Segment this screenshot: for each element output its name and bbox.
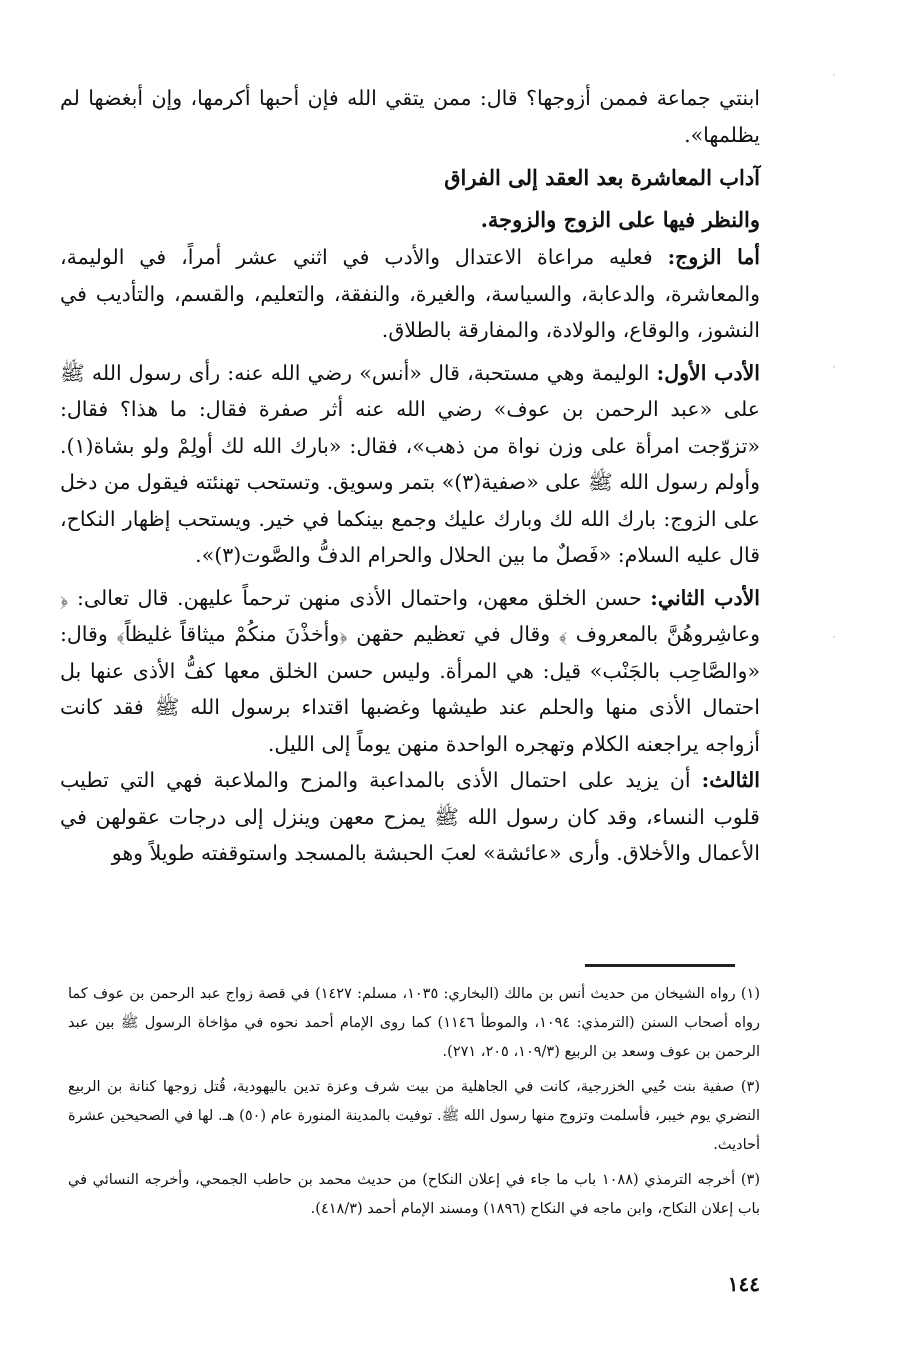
paragraph-husband-text: فعليه مراعاة الاعتدال والأدب في اثني عشر أمراً، في الوليمة، والمعاشرة، والدعابة، والسياسة، والغيرة، والنفقة، والتعليم، والقسم، والتأديب في النشوز، والوقاع، والولادة، والمفارقة بالطلاق. — [60, 245, 760, 342]
paragraph-third-etiquette — [60, 762, 760, 872]
footnotes — [68, 980, 760, 1230]
footnote-3: (٣) أخرجه الترمذي (١٠٨٨ باب ما جاء في إعلان النكاح) من حديث محمد بن حاطب الجمحي، وأخرجه النسائي في باب إعلان النكاح، وابن ماجه في النكاح (١٨٩٦) ومسند الإمام أحمد (٤١٨/٣). — [68, 1172, 760, 1217]
paragraph-third-etiquette-lead: الثالث: — [701, 768, 760, 792]
page-number: ١٤٤ — [727, 1272, 760, 1296]
margin-mark: · — [832, 68, 836, 82]
paragraph-first-etiquette-text: الوليمة وهي مستحبة، قال «أنس» رضي الله عنه: رأى رسول الله ﷺ على «عبد الرحمن بن عوف» رضي الله عنه أثر صفرة فقال: ما هذا؟ فقال: «تزوّجت امرأة على وزن نواة من ذهب»، فقال: «بارك الله لك أولِمْ ولو بشاة(١). وأولم رسول الله ﷺ على «صفية(٣)» بتمر وسويق. وتستحب تهنئته فيقول من دخل على الزوج: بارك الله لك وبارك عليك وجمع بينكما في خير. ويستحب إظهار النكاح، قال عليه السلام: «فَصلٌ ما بين الحلال والحرام الدفُّ والصَّوت(٣)». — [60, 360, 760, 567]
section-heading: آداب المعاشرة بعد العقد إلى الفراق — [444, 165, 760, 190]
paragraph-third-etiquette-text: أن يزيد على احتمال الأذى بالمداعبة والمزح والملاعبة فهي التي تطيب قلوب النساء، وقد كان رسول الله ﷺ يمزح معهن وينزل إلى درجات عقولهن في الأعمال والأخلاق. وأرى «عائشة» لعبَ الحبشة بالمسجد واستوقفته طويلاً وهو — [60, 768, 760, 865]
margin-mark: · — [832, 360, 836, 374]
paragraph-second-etiquette-lead: الأدب الثاني: — [650, 585, 760, 610]
paragraph-1: ابنتي جماعة فممن أزوجها؟ قال: ممن يتقي الله فإن أحبها أكرمها، وإن أبغضها لم يظلمها». — [60, 86, 760, 147]
paragraph-second-etiquette — [60, 580, 760, 763]
paragraph-husband-lead: أما الزوج: — [667, 245, 760, 269]
footnote-divider — [585, 964, 735, 967]
paragraph-first-etiquette — [60, 355, 760, 574]
main-text — [60, 80, 760, 872]
section-subheading: والنظر فيها على الزوج والزوجة. — [480, 207, 760, 232]
paragraph-second-etiquette-text: حسن الخلق معهن، واحتمال الأذى منهن ترحماً عليهن. قال تعالى: ﴿ وعاشِروهُنَّ بالمعروف ﴾ وقال في تعظيم حقهن ﴿وأخذْنَ منكُمْ ميثاقاً غليظاً﴾ وقال: «والصَّاحِب بالجَنْب» قيل: هي المرأة. وليس حسن الخلق معها كفُّ الأذى عنها بل احتمال الأذى منها والحلم عند طيشها وغضبها اقتداء برسول الله ﷺ فقد كانت أزواجه يراجعنه الكلام وتهجره الواحدة منهن يوماً إلى الليل. — [60, 585, 760, 756]
paragraph-first-etiquette-lead: الأدب الأول: — [656, 360, 760, 385]
footnote-1: (١) رواه الشيخان من حديث أنس بن مالك (البخاري: ١٠٣٥، مسلم: ١٤٢٧) في قصة زواج عبد الرحمن بن عوف كما رواه أصحاب السنن (الترمذي: ١٠٩٤، والموطأ ١١٤٦) كما روى الإمام أحمد نحوه في مؤاخاة الرسول ﷺ بين عبد الرحمن بن عوف وسعد بن الربيع (١٠٩/٣، ٢٠٥، ٢٧١). — [68, 986, 761, 1060]
footnote-2: (٣) صفية بنت حُيي الخزرجية، كانت في الجاهلية من بيت شرف وعزة تدين باليهودية، قُتل زوجها كنانة بن الربيع النضري يوم خيبر، فأسلمت وتزوج منها رسول الله ﷺ. توفيت بالمدينة المنورة عام (٥٠) هـ. لها في الصحيحين عشرة أحاديث. — [68, 1079, 760, 1153]
margin-mark: · — [832, 630, 836, 644]
paragraph-husband — [60, 239, 760, 349]
